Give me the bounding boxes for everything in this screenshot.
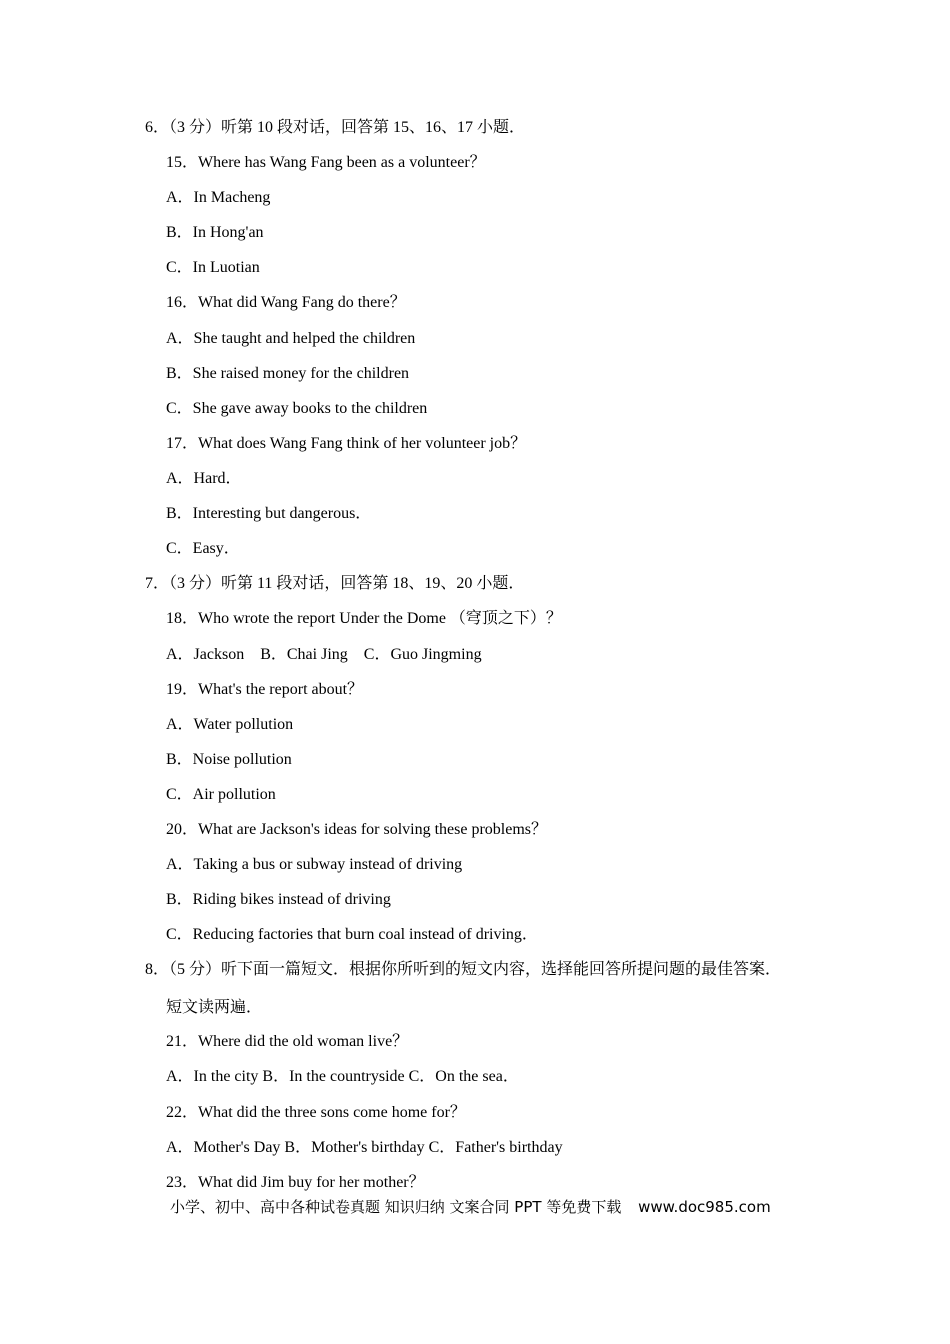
question-19: 19．What's the report about？ (166, 681, 364, 698)
footer-text: 小学、初中、高中各种试卷真题 知识归纳 文案合同 PPT 等免费下载 (170, 1198, 622, 1216)
option-15c: C．In Luotian (166, 259, 260, 276)
option-19b: B．Noise pollution (166, 751, 292, 768)
question-16: 16．What did Wang Fang do there？ (166, 294, 406, 311)
option-17c: C．Easy． (166, 540, 240, 557)
option-15a: A．In Macheng (166, 189, 271, 206)
option-20c: C．Reducing factories that burn coal instead of driving． (166, 926, 538, 943)
question-15: 15．Where has Wang Fang been as a volunteer？ (166, 154, 486, 171)
question-23: 23．What did Jim buy for her mother？ (166, 1174, 425, 1191)
option-19a: A．Water pollution (166, 716, 294, 733)
options-18: A．Jackson B．Chai Jing C．Guo Jingming (166, 646, 482, 663)
page-footer (170, 1196, 771, 1217)
option-17a: A．Hard． (166, 470, 242, 487)
option-16c: C．She gave away books to the children (166, 400, 428, 417)
question-18: 18．Who wrote the report Under the Dome （穹顶之下）？ (166, 610, 562, 627)
question-8-header: 8．（5 分）听下面一篇短文．根据你所听到的短文内容，选择能回答所提问题的最佳答案． (145, 961, 782, 978)
option-19c: C．Air pollution (166, 786, 276, 803)
options-22: A．Mother's Day B．Mother's birthday C．Father's birthday (166, 1139, 563, 1156)
question-21: 21．Where did the old woman live？ (166, 1033, 409, 1050)
options-21: A．In the city B．In the countryside C．On the sea． (166, 1068, 519, 1085)
option-17b: B．Interesting but dangerous． (166, 505, 372, 522)
option-16b: B．She raised money for the children (166, 365, 410, 382)
footer-url[interactable]: www.doc985.com (638, 1198, 771, 1216)
option-20b: B．Riding bikes instead of driving (166, 891, 391, 908)
option-16a: A．She taught and helped the children (166, 330, 416, 347)
question-8-note: 短文读两遍． (166, 999, 263, 1016)
question-20: 20．What are Jackson's ideas for solving these problems？ (166, 821, 548, 838)
option-20a: A．Taking a bus or subway instead of driving (166, 856, 463, 873)
question-17: 17．What does Wang Fang think of her volunteer job？ (166, 435, 527, 452)
question-22: 22．What did the three sons come home for？ (166, 1104, 466, 1121)
question-7-header: 7．（3 分）听第 11 段对话，回答第 18、19、20 小题． (145, 575, 525, 592)
option-15b: B．In Hong'an (166, 224, 264, 241)
question-6-header: 6．（3 分）听第 10 段对话，回答第 15、16、17 小题． (145, 119, 526, 136)
